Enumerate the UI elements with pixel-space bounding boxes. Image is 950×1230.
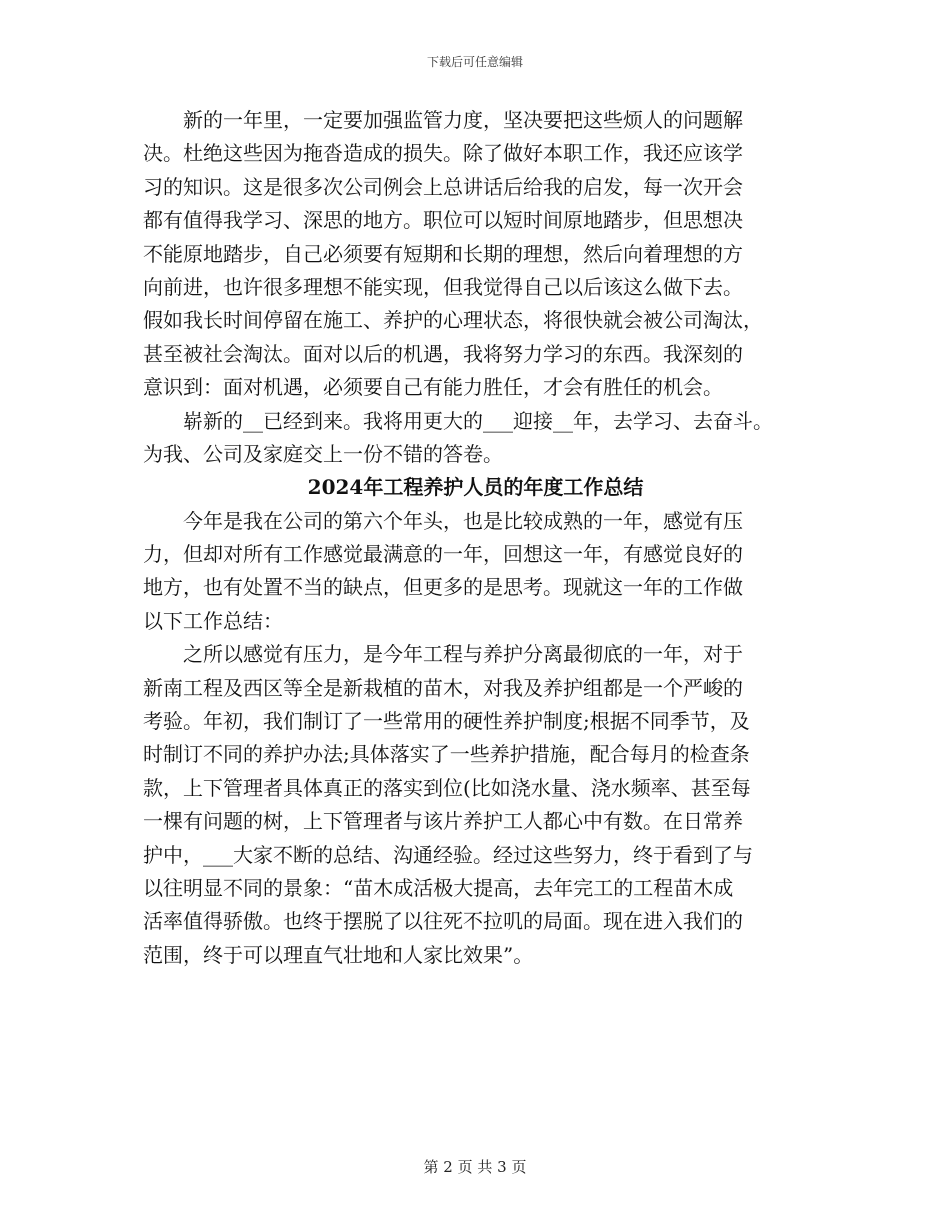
- text-line: 范围，终于可以理直气壮地和人家比效果”。: [143, 942, 534, 967]
- text-line: 崭新的__已经到来。我将用更大的___迎接__年，去学习、去奋斗。: [143, 408, 773, 433]
- text-line: 意识到：面对机遇，必须要自己有能力胜任，才会有胜任的机会。: [143, 375, 723, 400]
- text-line: 地方，也有处置不当的缺点，但更多的是思考。现就这一年的工作做: [143, 575, 743, 600]
- text-line: 活率值得骄傲。也终于摆脱了以往死不拉叽的局面。现在进入我们的: [143, 909, 743, 934]
- text-line: 新南工程及西区等全是新栽植的苗木，对我及养护组都是一个严峻的: [143, 675, 743, 700]
- text-line: 一棵有问题的树，上下管理者与该片养护工人都心中有数。在日常养: [143, 809, 743, 834]
- text-line: 不能原地踏步，自己必须要有短期和长期的理想，然后向着理想的方: [143, 241, 743, 266]
- text-line: 款，上下管理者具体真正的落实到位(比如浇水量、浇水频率、甚至每: [143, 775, 751, 800]
- text-line: 以往明显不同的景象：“苗木成活极大提高，去年完工的工程苗木成: [143, 875, 734, 900]
- text-line: 为我、公司及家庭交上一份不错的答卷。: [143, 441, 503, 466]
- text-line: 新的一年里，一定要加强监管力度，坚决要把这些烦人的问题解: [143, 108, 743, 132]
- text-line: 护中，___大家不断的总结、沟通经验。经过这些努力，终于看到了与: [143, 842, 753, 867]
- document-body: [143, 104, 808, 972]
- text-line: 甚至被社会淘汰。面对以后的机遇，我将努力学习的东西。我深刻的: [143, 341, 743, 366]
- text-line: 今年是我在公司的第六个年头，也是比较成熟的一年，感觉有压: [143, 508, 743, 533]
- text-line: 之所以感觉有压力，是今年工程与养护分离最彻底的一年，对于: [143, 642, 743, 667]
- text-line: 都有值得我学习、深思的地方。职位可以短时间原地踏步，但思想决: [143, 208, 743, 233]
- text-line: 时制订不同的养护办法;具体落实了一些养护措施，配合每月的检查条: [143, 742, 750, 767]
- text-line: 习的知识。这是很多次公司例会上总讲话后给我的启发，每一次开会: [143, 174, 743, 199]
- text-line: 以下工作总结：: [143, 608, 283, 633]
- text-line: 考验。年初，我们制订了一些常用的硬性养护制度;根据不同季节，及: [143, 709, 750, 734]
- text-line: 向前进，也许很多理想不能实现，但我觉得自己以后该这么做下去。: [143, 274, 743, 299]
- section-title: 2024年工程养护人员的年度工作总结: [307, 475, 644, 500]
- page-header: 下载后可任意编辑: [426, 55, 523, 69]
- text-line: 力，但却对所有工作感觉最满意的一年，回想这一年，有感觉良好的: [143, 542, 743, 567]
- page-number: 第 2 页 共 3 页: [423, 1158, 527, 1176]
- text-line: 假如我长时间停留在施工、养护的心理状态，将很快就会被公司淘汰，: [143, 308, 763, 333]
- text-line: 决。杜绝这些因为拖沓造成的损失。除了做好本职工作，我还应该学: [143, 141, 743, 166]
